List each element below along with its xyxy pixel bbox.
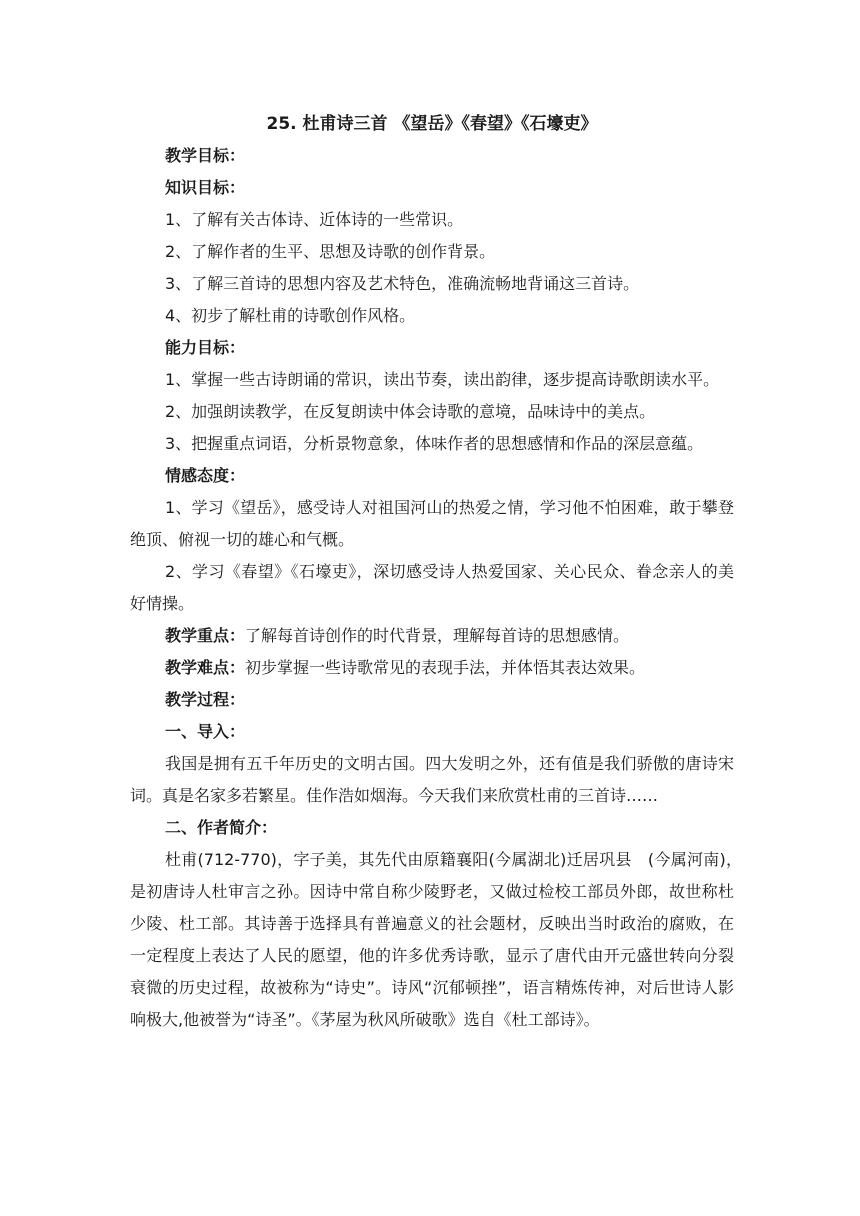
teaching-goals-heading: 教学目标： bbox=[165, 146, 246, 165]
author-paragraph: 杜甫(712-770)，字子美，其先代由原籍襄阳(今属湖北)迁居巩县 (今属河南)， 是初唐诗人杜审言之孙。因诗中常自称少陵野老，又做过检校工部员外郎，故世称杜少陵、杜工部。其诗善于选择具有普遍意义的社会题材，反映出当时政治的腐败，在一定程度上表达了人民的愿望，他的许多优秀诗歌，显示了唐代由开元盛世转向分裂衰微的历史过程，故被称为“诗史”。诗风“沉郁顿挫”，语言精炼传神，对后世诗人影响极大,他被誉为“诗圣”。《茅屋为秋风所破歌》选自《杜工部诗》。 bbox=[130, 850, 751, 1029]
knowledge-item: 4、初步了解杜甫的诗歌创作风格。 bbox=[165, 306, 416, 325]
author-heading: 二、作者简介： bbox=[165, 818, 278, 837]
key-points-label: 教学重点： bbox=[165, 626, 246, 645]
emotion-item: 1、学习《望岳》，感受诗人对祖国河山的热爱之情，学习他不怕困难，敢于攀登绝顶、俯视一切的雄心和气概。 bbox=[130, 498, 734, 549]
difficulties-text: 初步掌握一些诗歌常见的表现手法，并体悟其表达效果。 bbox=[245, 658, 646, 677]
knowledge-goals-heading: 知识目标： bbox=[165, 178, 246, 197]
ability-item: 1、掌握一些古诗朗诵的常识，读出节奏，读出韵律，逐步提高诗歌朗读水平。 bbox=[165, 370, 720, 389]
ability-item: 3、把握重点词语，分析景物意象，体味作者的思想感情和作品的深层意蕴。 bbox=[165, 434, 704, 453]
knowledge-item: 2、了解作者的生平、思想及诗歌的创作背景。 bbox=[165, 242, 496, 261]
key-points-text: 了解每首诗创作的时代背景，理解每首诗的思想感情。 bbox=[245, 626, 630, 645]
process-heading: 教学过程： bbox=[165, 690, 246, 709]
emotion-goals-heading: 情感态度： bbox=[165, 466, 246, 485]
ability-item: 2、加强朗读教学，在反复朗读中体会诗歌的意境，品味诗中的美点。 bbox=[165, 402, 656, 421]
knowledge-item: 3、了解三首诗的思想内容及艺术特色，准确流畅地背诵这三首诗。 bbox=[165, 274, 640, 293]
document-title: 25. 杜甫诗三首 《望岳》《春望》《石壕吏》 bbox=[266, 114, 598, 134]
key-points bbox=[130, 620, 734, 652]
difficulties-label: 教学难点： bbox=[165, 658, 246, 677]
intro-heading: 一、导入： bbox=[165, 722, 246, 741]
document-page bbox=[130, 108, 751, 1036]
knowledge-item: 1、了解有关古体诗、近体诗的一些常识。 bbox=[165, 210, 464, 229]
difficulties bbox=[130, 652, 734, 684]
emotion-item: 2、学习《春望》《石壕吏》，深切感受诗人热爱国家、关心民众、眷念亲人的美好情操。 bbox=[130, 562, 734, 613]
intro-paragraph: 我国是拥有五千年历史的文明古国。四大发明之外，还有值是我们骄傲的唐诗宋词。真是名家多若繁星。佳作浩如烟海。今天我们来欣赏杜甫的三首诗…… bbox=[130, 754, 734, 805]
ability-goals-heading: 能力目标： bbox=[165, 338, 246, 357]
